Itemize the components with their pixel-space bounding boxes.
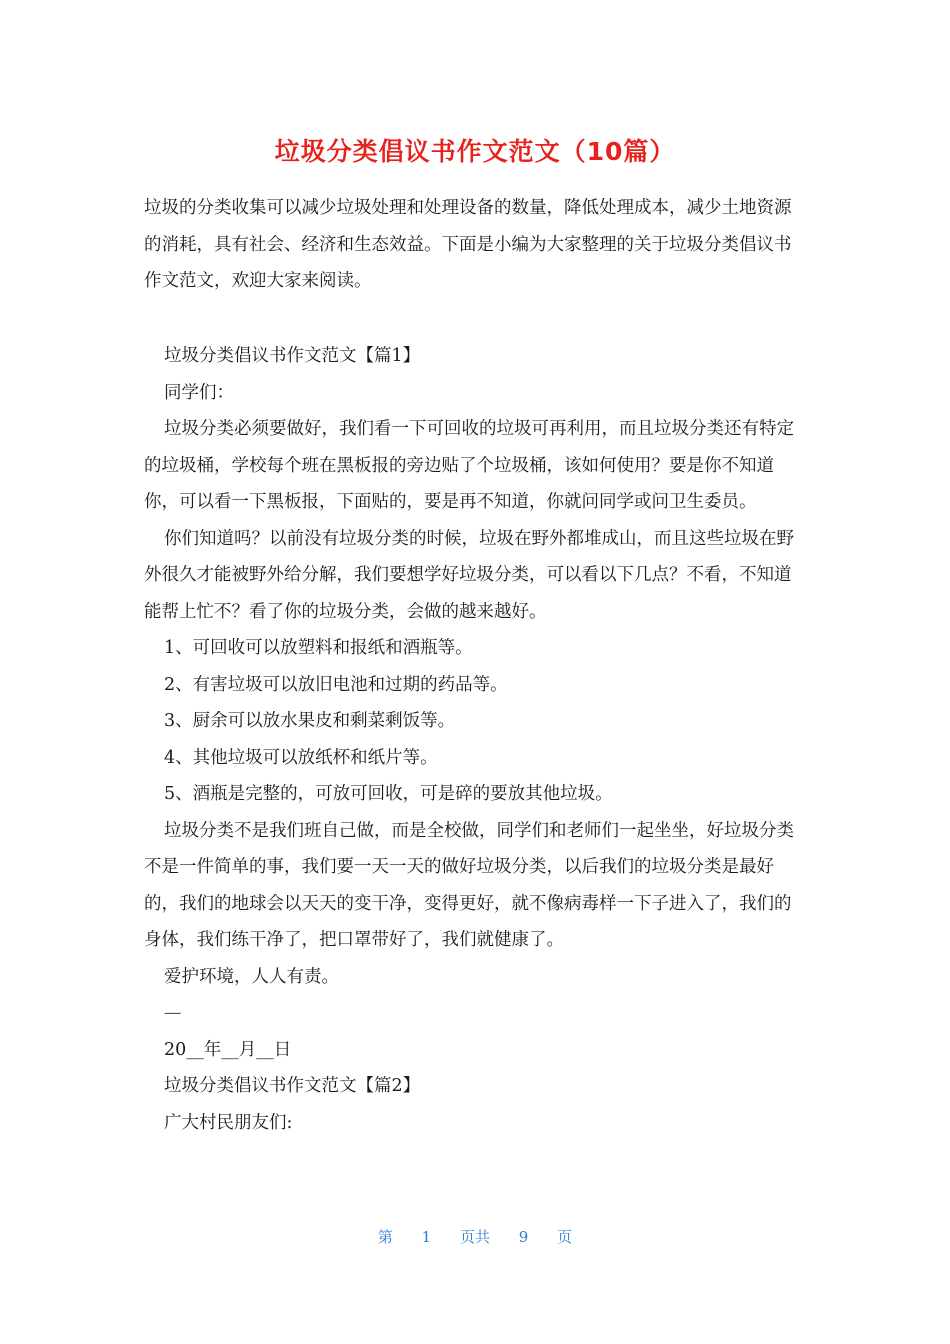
document-body xyxy=(144,338,804,1141)
page-footer xyxy=(0,1226,950,1247)
footer-label-end: 页 xyxy=(557,1228,573,1246)
body-paragraph: 垃圾分类必须要做好，我们看一下可回收的垃圾可再利用，而且垃圾分类还有特定的垃圾桶，学校每个班在黑板报的旁边贴了个垃圾桶，该如何使用？要是你不知道你，可以看一下黑板报，下面贴的，要是再不知道，你就问同学或问卫生委员。 xyxy=(144,419,794,512)
document-title: 垃圾分类倡议书作文范文（10篇） xyxy=(274,137,676,166)
list-item: 4、其他垃圾可以放纸杯和纸片等。 xyxy=(164,747,438,768)
intro-paragraph: 垃圾的分类收集可以减少垃圾处理和处理设备的数量，降低处理成本，减少土地资源的消耗，具有社会、经济和生态效益。下面是小编为大家整理的关于垃圾分类倡议书作文范文，欢迎大家来阅读。 xyxy=(144,198,792,291)
section-heading: 垃圾分类倡议书作文范文【篇1】 xyxy=(164,346,421,366)
salutation: 同学们： xyxy=(164,382,234,403)
list-item: 5、酒瓶是完整的，可放可回收，可是碎的要放其他垃圾。 xyxy=(164,784,613,804)
signature-dash: — xyxy=(164,1003,182,1023)
body-paragraph: 垃圾分类不是我们班自己做，而是全校做，同学们和老师们一起坐坐，好垃圾分类不是一件简单的事，我们要一天一天的做好垃圾分类，以后我们的垃圾分类是最好的，我们的地球会以天天的变干净，变得更好，就不像病毒样一下子进入了，我们的身体，我们练干净了，把口罩带好了，我们就健康了。 xyxy=(144,820,794,950)
salutation: 广大村民朋友们: xyxy=(164,1112,293,1133)
footer-label-page: 第 xyxy=(377,1228,393,1246)
footer-total-pages: 9 xyxy=(518,1228,529,1246)
date-line: 20__年__月__日 xyxy=(164,1039,292,1060)
closing-line: 爱护环境，人人有责。 xyxy=(164,966,339,987)
list-item: 1、可回收可以放塑料和报纸和酒瓶等。 xyxy=(164,638,473,658)
footer-label-of: 页共 xyxy=(459,1228,490,1246)
list-item: 2、有害垃圾可以放旧电池和过期的药品等。 xyxy=(164,674,508,695)
list-item: 3、厨余可以放水果皮和剩菜剩饭等。 xyxy=(164,711,456,731)
footer-current-page: 1 xyxy=(421,1228,432,1246)
section-heading: 垃圾分类倡议书作文范文【篇2】 xyxy=(164,1076,421,1096)
body-paragraph: 你们知道吗？以前没有垃圾分类的时候，垃圾在野外都堆成山，而且这些垃圾在野外很久才能被野外给分解，我们要想学好垃圾分类，可以看以下几点？不看，不知道能帮上忙不？看了你的垃圾分类，会做的越来越好。 xyxy=(144,528,794,622)
